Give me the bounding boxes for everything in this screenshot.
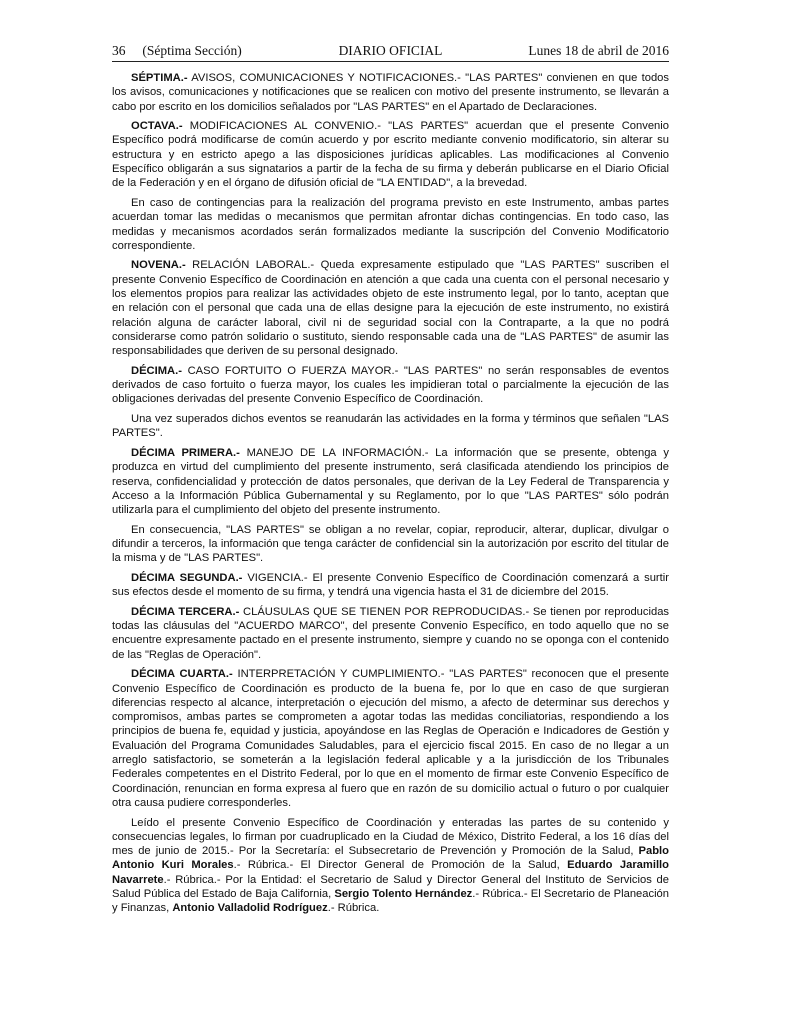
- header-date: Lunes 18 de abril de 2016: [528, 43, 669, 58]
- closing-text-1: Leído el presente Convenio Específico de Coordinación y enteradas las partes de su contenido y consecuencias legales, lo firman por cuadruplicado en la Ciudad de México, Distrito Federal, a los 16 días del mes de junio de 2015.- Por la Secretaría: el Subsecretario de Prevención y Promoción de la Salud,: [112, 816, 669, 858]
- clause-decima-segunda-text: VIGENCIA.- El presente Convenio Específico de Coordinación comenzará a surtir sus efectos desde el momento de su firma, y tendrá una vigencia hasta el 31 de diciembre del 2015.: [112, 571, 669, 599]
- clause-decima-cuarta-text: INTERPRETACIÓN Y CUMPLIMIENTO.- "LAS PARTES" reconocen que el presente Convenio Específico de Coordinación es producto de la buena fe, por lo que en caso de que surgieran diferencias respecto al alcance, interpretación o ejecución del mismo, a afecto de determinar sus derechos y compromisos, ambas partes se comprometen a agotar todas las medidas conciliatorias, respondiendo a los principios de buena fe, equidad y justicia, apoyándose en las Reglas de Operación e Indicadores de Gestión y Evaluación del Programa Comunidades Saludables, para el ejercicio fiscal 2015. En caso de no llegar a un arreglo satisfactorio, se someterán a la legislación federal aplicable y a la jurisdicción de los Tribunales Federales competentes en el Distrito Federal, por lo que en el momento de firmar este Convenio Específico de Coordinación, renuncian en forma expresa al fuero que en razón de su domicilio actual o futuro o por cualquier otra causa pudiere corresponderles.: [112, 668, 669, 809]
- clause-decima-cuarta-title: DÉCIMA CUARTA.-: [131, 668, 233, 681]
- header-page-section: 36 (Séptima Sección): [112, 43, 242, 58]
- clause-octava-title: OCTAVA.-: [131, 120, 183, 133]
- clause-decima-paragraph-2: Una vez superados dichos eventos se reanudarán las actividades en la forma y términos que señalen "LAS PARTES".: [112, 413, 669, 440]
- closing-text-3: .- Rúbrica.- Por la Entidad: el Secretario de Salud y Director General del Instituto de Servicios de Salud Pública del Estado de Baja California,: [112, 873, 669, 900]
- clause-decima: [112, 364, 669, 407]
- clause-novena: [112, 258, 669, 358]
- clause-novena-title: NOVENA.-: [131, 259, 186, 272]
- clause-decima-title: DÉCIMA.-: [131, 364, 182, 377]
- closing-text-5: .- Rúbrica.: [327, 902, 380, 915]
- clause-decima-segunda-title: DÉCIMA SEGUNDA.-: [131, 571, 243, 584]
- clause-novena-text: RELACIÓN LABORAL.- Queda expresamente estipulado que "LAS PARTES" suscriben el presente Convenio Específico de Coordinación en atención a que cada una cuenta con el personal necesario y los elementos propios para realizar las actividades objeto de este instrumento legal, por lo tanto, aceptan que en relación con el personal que cada una de ellas designe para la ejecución de este instrumento, no existirá relación alguna de carácter laboral, civil ni de seguridad social con la Contraparte, a la que no podrá considerarse como patrón solidario o sustituto, siendo responsable cada una de "LAS PARTES" de asumir las responsabilidades que deriven de su personal designado.: [112, 259, 669, 358]
- clause-decima-segunda: [112, 571, 669, 600]
- signatory-name-1: Pablo Antonio Kuri Morales: [112, 845, 669, 872]
- clause-octava-paragraph-2: En caso de contingencias para la realización del programa previsto en este Instrumento, ambas partes acuerdan tomar las medidas o mecanismos que permitan afrontar dichas contingencias. En todo caso, las medidas y mecanismos acordados serán formalizados mediante la suscripción del Convenio Modificatorio correspondiente.: [112, 196, 669, 252]
- signatory-name-3: Sergio Tolento Hernández: [334, 888, 473, 900]
- document-body: [112, 71, 669, 921]
- clause-decima-tercera-title: DÉCIMA TERCERA.-: [131, 605, 240, 618]
- clause-septima-text: AVISOS, COMUNICACIONES Y NOTIFICACIONES.- "LAS PARTES" convienen en que todos los avisos, comunicaciones y notificaciones que se realicen con motivo del presente instrumento, se llevarán a cabo por escrito en los domicilios señalados por "LAS PARTES" en el Apartado de Declaraciones.: [112, 72, 669, 113]
- clause-septima-title: SÉPTIMA.-: [131, 72, 188, 84]
- clause-decima-text: CASO FORTUITO O FUERZA MAYOR.- "LAS PARTES" no serán responsables de eventos derivados de caso fortuito o fuerza mayor, los cuales les impidieran total o parcialmente la ejecución de las obligaciones derivadas del presente Convenio Específico de Coordinación.: [112, 364, 669, 406]
- clause-decima-tercera: [112, 605, 669, 662]
- clause-decima-primera-paragraph-2: En consecuencia, "LAS PARTES" se obligan a no revelar, copiar, reproducir, alterar, duplicar, divulgar o difundir a terceros, la información que tenga carácter de confidencial sin la autorización por escrito del titular de la misma y de "LAS PARTES".: [112, 523, 669, 565]
- clause-decima-primera-text: MANEJO DE LA INFORMACIÓN.- La información que se presente, obtenga y produzca en virtud del cumplimiento del presente instrumento, será clasificada atendiendo los principios de reserva, confidencialidad y protección de datos personales, que derivan de la Ley Federal de Transparencia y Acceso a la Información Pública Gubernamental y su Reglamento, por lo que "LAS PARTES" sólo podrán utilizarla para el cumplimiento del objeto del presente instrumento.: [112, 446, 669, 517]
- page-header: [112, 43, 669, 62]
- clause-decima-primera: [112, 446, 669, 517]
- signatory-name-2: Eduardo Jaramillo Navarrete: [112, 859, 669, 886]
- clause-octava-text: MODIFICACIONES AL CONVENIO.- "LAS PARTES" acuerdan que el presente Convenio Específico podrá modificarse de común acuerdo y por escrito mediante convenio modificatorio, sin alterar su estructura y en estricto apego a las disposiciones jurídicas aplicables. Las modificaciones al Convenio Específico obligarán a sus signatarios a partir de la fecha de su firma y deberán publicarse en el Diario Oficial de la Federación y en el órgano de difusión oficial de "LA ENTIDAD", a la brevedad.: [112, 120, 669, 190]
- clause-septima: [112, 71, 669, 114]
- clause-octava: [112, 119, 669, 190]
- clause-decima-tercera-text: CLÁUSULAS QUE SE TIENEN POR REPRODUCIDAS.- Se tienen por reproducidas todas las cláusulas del "ACUERDO MARCO", del presente Convenio Específico, en todo aquello que no se encuentre expresamente pactado en el presente instrumento, siempre y cuando no se oponga con el contenido de las "Reglas de Operación".: [112, 605, 670, 661]
- clause-decima-primera-title: DÉCIMA PRIMERA.-: [131, 446, 240, 459]
- closing-text-2: .- Rúbrica.- El Director General de Promoción de la Salud,: [233, 859, 568, 872]
- closing-paragraph: [112, 816, 669, 916]
- clause-decima-cuarta: [112, 667, 669, 810]
- signatory-name-4: Antonio Valladolid Rodríguez: [172, 902, 328, 915]
- header-publication: DIARIO OFICIAL: [338, 43, 443, 58]
- closing-text-4: .- Rúbrica.- El Secretario de Planeación y Finanzas,: [112, 888, 670, 915]
